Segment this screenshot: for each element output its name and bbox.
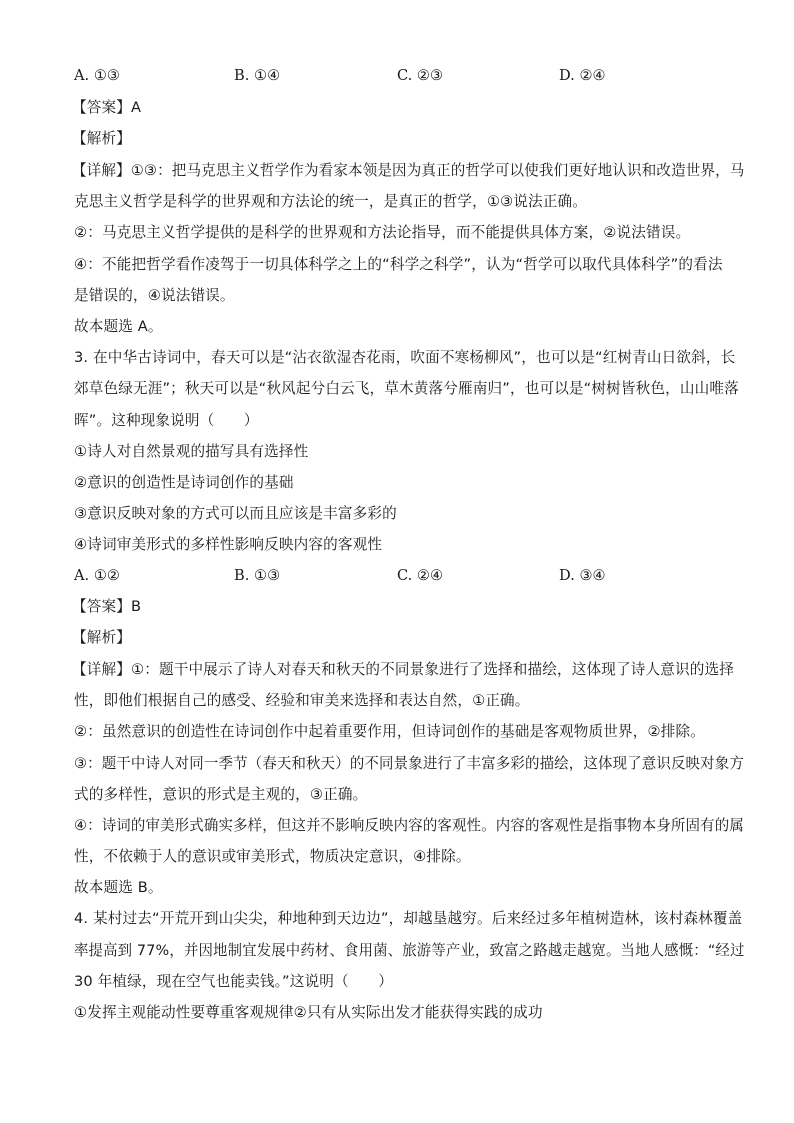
q3-option-c: C. ②④ [397, 567, 444, 584]
q2-detail-line: 是错误的，④说法错误。 [74, 287, 235, 304]
q3-detail-line: 性，即他们根据自己的感受、经验和审美来选择和表达自然，①正确。 [74, 692, 530, 709]
q3-detail-line: ③：题干中诗人对同一季节（春天和秋天）的不同景象进行了丰富多彩的描绘，这体现了意识反映对象方 [74, 755, 744, 772]
q2-detail-line: 【详解】①③：把马克思主义哲学作为看家本领是因为真正的哲学可以使我们更好地认识和改造世界，马 [72, 162, 745, 179]
q3-statement: ③意识反映对象的方式可以而且应该是丰富多彩的 [74, 505, 397, 522]
q2-detail-line: ④：不能把哲学看作凌驾于一切具体科学之上的“科学之科学”，认为“哲学可以取代具体科学”的看法 [74, 256, 723, 273]
q4-stem-line: 率提高到 77%，并因地制宜发展中药材、食用菌、旅游等产业，致富之路越走越宽。当地人感慨：“经过 [74, 942, 745, 959]
q4-statement: ①发挥主观能动性要尊重客观规律②只有从实际出发才能获得实践的成功 [74, 1004, 543, 1021]
q3-stem-line: 3. 在中华古诗词中，春天可以是“沾衣欲湿杏花雨，吹面不寒杨柳风”，也可以是“红树青山日欲斜，长 [74, 349, 736, 366]
q2-option-b: B. ①④ [234, 67, 281, 84]
q2-option-d: D. ②④ [559, 67, 606, 84]
q3-statement: ④诗词审美形式的多样性影响反映内容的客观性 [74, 536, 383, 553]
q3-option-b: B. ①③ [234, 567, 281, 584]
q3-detail-line: 性，不依赖于人的意识或审美形式，物质决定意识，④排除。 [74, 848, 471, 865]
q3-option-a: A. ①② [74, 567, 120, 584]
q4-stem-line: 30 年植绿，现在空气也能卖钱。”这说明（ ） [74, 973, 393, 990]
q3-stem-line: 晖”。这种现象说明（ ） [74, 412, 259, 429]
q3-stem-line: 郊草色绿无涯”；秋天可以是“秋风起兮白云飞，草木黄落兮雁南归”，也可以是“树树皆秋色，山山唯落 [74, 380, 739, 397]
q3-detail-line: 【详解】①：题干中展示了诗人对春天和秋天的不同景象进行了选择和描绘，这体现了诗人意识的选择 [72, 661, 734, 678]
q3-detail-line: 式的多样性，意识的形式是主观的，③正确。 [74, 786, 368, 803]
q4-stem-line: 4. 某村过去“开荒开到山尖尖，种地种到天边边”，却越垦越穷。后来经过多年植树造林，该村森林覆盖 [74, 910, 743, 927]
q2-option-c: C. ②③ [397, 67, 444, 84]
q3-option-d: D. ③④ [559, 567, 606, 584]
q3-statement: ①诗人对自然景观的描写具有选择性 [74, 443, 309, 460]
q2-detail-line: 克思主义哲学是科学的世界观和方法论的统一，是真正的哲学，①③说法正确。 [74, 193, 588, 210]
q3-detail-line: ②：虽然意识的创造性在诗词创作中起着重要作用，但诗词创作的基础是客观物质世界，②排除。 [74, 723, 705, 740]
q3-statement: ②意识的创造性是诗词创作的基础 [74, 474, 294, 491]
q2-conclusion: 故本题选 A。 [74, 318, 163, 335]
q2-answer: 【答案】A [72, 99, 142, 116]
q3-detail-line: ④：诗词的审美形式确实多样，但这并不影响反映内容的客观性。内容的客观性是指事物本身所固有的属 [74, 817, 744, 834]
q2-analysis-label: 【解析】 [72, 130, 131, 147]
q2-option-a: A. ①③ [74, 67, 120, 84]
q3-conclusion: 故本题选 B。 [74, 879, 163, 896]
q2-detail-line: ②：马克思主义哲学提供的是科学的世界观和方法论指导，而不能提供具体方案，②说法错误。 [74, 224, 691, 241]
q3-analysis-label: 【解析】 [72, 629, 131, 646]
q3-answer: 【答案】B [72, 598, 142, 615]
